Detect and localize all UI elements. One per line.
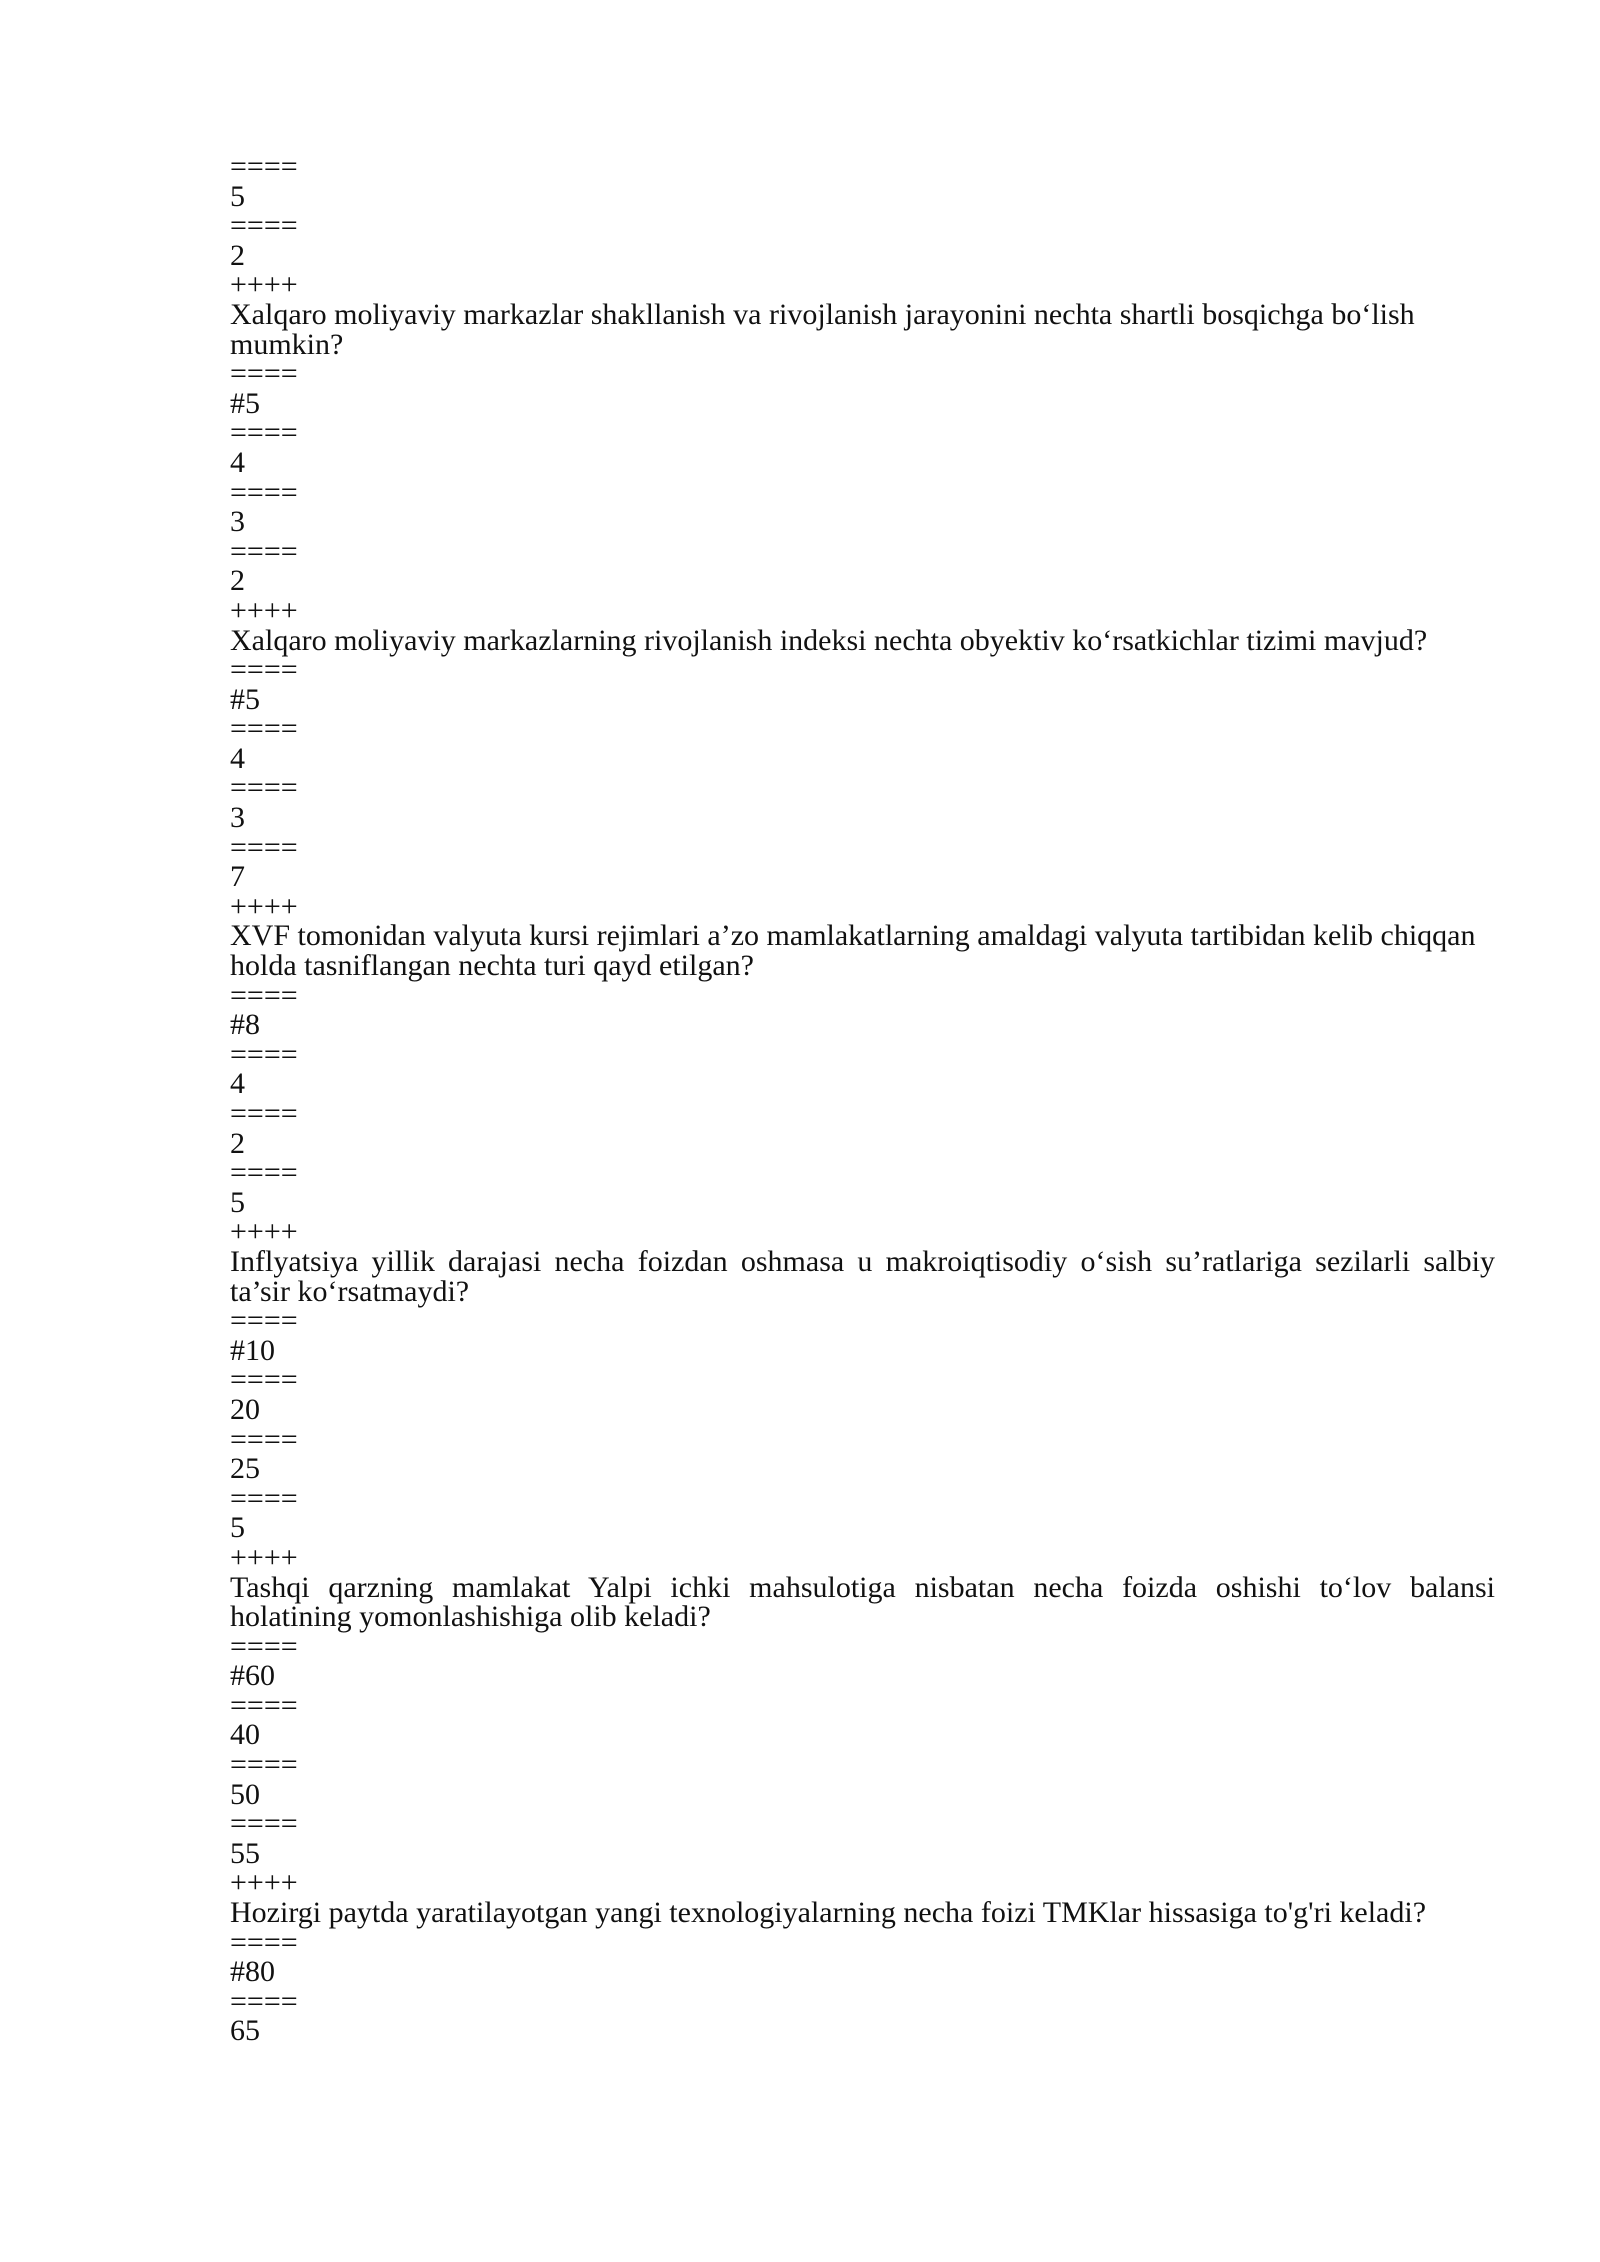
option-separator: ==== [230,1481,298,1515]
option-separator: ==== [230,1304,298,1338]
correct-answer-option: #5 [230,682,260,716]
option-separator: ==== [230,1363,298,1397]
answer-option: 5 [230,1185,245,1219]
option-separator: ==== [230,416,298,450]
option-separator: ==== [230,1422,298,1456]
question-separator: ++++ [230,593,298,627]
answer-option: 2 [230,564,245,598]
question-separator: ++++ [230,268,298,302]
answer-option: 4 [230,1067,245,1101]
answer-option: 50 [230,1777,260,1811]
answer-option: 55 [230,1836,260,1870]
answer-option: 5 [230,179,245,213]
option-separator: ==== [230,1748,298,1782]
option-separator: ==== [230,830,298,864]
question-text: Hozirgi paytda yaratilayotgan yangi texnologiyalarning necha foizi TMKlar hissasiga to'g'ri keladi? [230,1896,1427,1930]
option-separator: ==== [230,712,298,746]
question-separator: ++++ [230,889,298,923]
option-separator: ==== [230,475,298,509]
option-separator: ==== [230,1037,298,1071]
option-separator: ==== [230,1097,298,1130]
option-separator: ==== [230,1156,298,1190]
option-separator: ==== [230,1688,298,1722]
option-separator: ==== [230,150,298,183]
option-separator: ==== [230,209,298,243]
answer-option: 2 [230,1126,245,1160]
document-page [230,152,1495,2046]
option-separator: ==== [230,534,298,568]
correct-answer-option: #60 [230,1659,275,1693]
answer-option: 5 [230,1511,245,1545]
answer-option: 7 [230,860,245,894]
answer-option: 4 [230,741,245,775]
answer-option: 2 [230,238,245,272]
question-text: XVF tomonidan valyuta kursi rejimlari a’zo mamlakatlarning amaldagi valyuta tartibidan kelib chiqqan holda tasniflangan nechta turi qayd etilgan? [230,919,1476,983]
option-separator: ==== [230,357,298,391]
question-text: Xalqaro moliyaviy markazlar shakllanish va rivojlanish jarayonini nechta shartli bosqichga bo‘lish mumkin? [230,297,1415,361]
question-separator: ++++ [230,1866,298,1900]
option-separator: ==== [230,1629,298,1663]
option-separator: ==== [230,1807,298,1841]
option-separator: ==== [230,978,298,1012]
answer-option: 4 [230,445,245,479]
question-separator: ++++ [230,1215,298,1249]
answer-option: 3 [230,801,245,835]
option-separator: ==== [230,771,298,805]
answer-option: 65 [230,2014,260,2048]
answer-option: 40 [230,1718,260,1752]
option-separator: ==== [230,653,298,687]
question-separator: ++++ [230,1540,298,1574]
correct-answer-option: #8 [230,1008,260,1042]
option-separator: ==== [230,1925,298,1959]
question-text: Xalqaro moliyaviy markazlarning rivojlanish indeksi nechta obyektiv ko‘rsatkichlar tizimi mavjud? [230,623,1428,657]
question-text: Inflyatsiya yillik darajasi necha foizdan oshmasa u makroiqtisodiy o‘sish su’ratlariga sezilarli salbiy ta’sir ko‘rsatmaydi? [230,1244,1495,1308]
correct-answer-option: #10 [230,1333,275,1367]
answer-option: 3 [230,505,245,539]
answer-option: 20 [230,1392,260,1426]
answer-option: 25 [230,1452,260,1486]
question-text: Tashqi qarzning mamlakat Yalpi ichki mahsulotiga nisbatan necha foizda oshishi to‘lov balansi holatining yomonlashishiga olib keladi? [230,1570,1495,1634]
correct-answer-option: #80 [230,1955,275,1989]
option-separator: ==== [230,1984,298,2018]
correct-answer-option: #5 [230,386,260,420]
